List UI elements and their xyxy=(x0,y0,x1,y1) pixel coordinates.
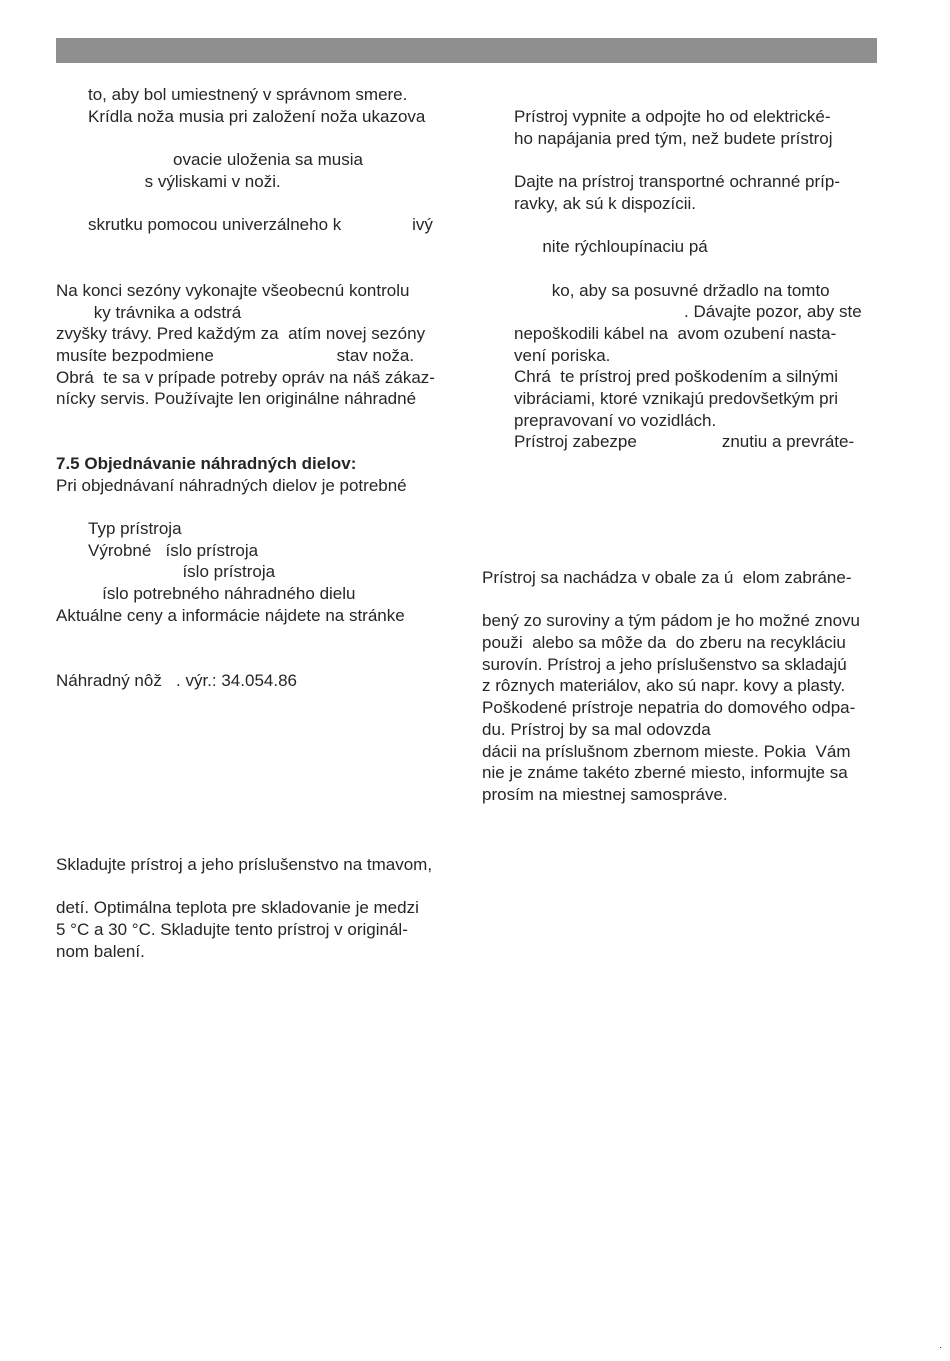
footer-mark: . xyxy=(939,1340,942,1352)
text-line: ko, aby sa posuvné držadlo na tomto xyxy=(514,280,830,300)
text-line: prepravovaní vo vozidlách. xyxy=(514,410,717,430)
text-line xyxy=(88,192,433,214)
text-line: detí. Optimálna teplota pre skladovanie je medzi xyxy=(56,898,419,918)
text-line: ovacie uloženia sa musia xyxy=(88,150,363,170)
text-line: Prístroj zabezpe znutiu a prevráte- xyxy=(514,432,855,452)
text-line: nepoškodili kábel na avom ozubení nasta- xyxy=(514,323,837,343)
text-line: ho napájania pred tým, než budete prístroj xyxy=(514,128,833,148)
text-line: zvyšky trávy. Pred každým za atím novej sezóny xyxy=(56,324,426,344)
text-line: Pri objednávaní náhradných dielov je potrebné xyxy=(56,475,407,495)
text-line: použi alebo sa môže da do zberu na recykláciu xyxy=(482,633,846,653)
right-block-1 xyxy=(514,106,862,453)
text-line: nite rýchloupínaciu pá xyxy=(514,237,708,257)
text-line: prosím na miestnej samospráve. xyxy=(482,784,728,804)
text-line: nícky servis. Používajte len originálne náhradné xyxy=(56,389,417,409)
text-line: dácii na príslušnom zbernom mieste. Pokia Vám xyxy=(482,741,851,761)
text-line: Obrá te sa v prípade potreby opráv na náš zákaz- xyxy=(56,367,435,387)
list-item: íslo potrebného náhradného dielu xyxy=(88,584,356,604)
right-block-2 xyxy=(482,567,860,806)
text-line: du. Prístroj by sa mal odovzda xyxy=(482,719,711,739)
text-line xyxy=(482,589,860,611)
list-item: íslo prístroja xyxy=(88,562,276,582)
text-line: s výliskami v noži. xyxy=(88,171,281,191)
text-line: Chrá te prístroj pred poškodením a silnými xyxy=(514,367,839,387)
text-line: Poškodené prístroje nepatria do domového odpa- xyxy=(482,698,856,718)
section-heading: 7.5 Objednávanie náhradných dielov: xyxy=(56,454,357,473)
text-line xyxy=(514,258,862,280)
left-block-1 xyxy=(88,84,433,236)
text-line: musíte bezpodmiene stav noža. xyxy=(56,346,415,366)
text-line: Prístroj vypnite a odpojte ho od elektrické- xyxy=(514,107,831,126)
text-line: Na konci sezóny vykonajte všeobecnú kontrolu xyxy=(56,281,410,300)
text-line: to, aby bol umiestnený v správnom smere. xyxy=(88,85,408,104)
text-line: skrutku pomocou univerzálneho k ivý xyxy=(88,215,433,235)
left-block-5 xyxy=(56,854,432,962)
left-block-2 xyxy=(56,280,435,410)
part-number: Náhradný nôž . výr.: 34.054.86 xyxy=(56,671,297,690)
text-line: bený zo suroviny a tým pádom je ho možné znovu xyxy=(482,611,860,631)
text-line: ky trávnika a odstrá xyxy=(56,302,242,322)
text-line: z rôznych materiálov, ako sú napr. kovy a plasty. xyxy=(482,676,846,696)
text-line: vení poriska. xyxy=(514,345,611,365)
header-bar xyxy=(56,38,877,63)
text-line xyxy=(56,876,432,898)
text-line xyxy=(514,214,862,236)
text-line: nom balení. xyxy=(56,941,145,961)
text-line: Skladujte prístroj a jeho príslušenstvo na tmavom, xyxy=(56,855,433,874)
left-block-4 xyxy=(56,670,297,692)
text-line: . Dávajte pozor, aby ste xyxy=(514,302,862,322)
text-line: nie je známe takéto zberné miesto, informujte sa xyxy=(482,763,848,783)
text-line: Dajte na prístroj transportné ochranné príp- xyxy=(514,172,841,192)
text-line xyxy=(88,127,433,149)
list-item: Typ prístroja xyxy=(88,519,182,539)
text-line: Aktuálne ceny a informácie nájdete na stránke xyxy=(56,605,405,625)
text-line: Prístroj sa nachádza v obale za ú elom zabráne- xyxy=(482,568,852,587)
text-line: ravky, ak sú k dispozícii. xyxy=(514,193,697,213)
text-line: surovín. Prístroj a jeho príslušenstvo sa skladajú xyxy=(482,654,847,674)
text-line: vibráciami, ktoré vznikajú predovšetkým pri xyxy=(514,388,839,408)
text-line: 5 °C a 30 °C. Skladujte tento prístroj v originál- xyxy=(56,920,408,940)
text-line xyxy=(514,149,862,171)
list-item: Výrobné íslo prístroja xyxy=(88,540,259,560)
text-line: Krídla noža musia pri založení noža ukazova xyxy=(88,106,426,126)
left-block-3 xyxy=(56,453,407,627)
